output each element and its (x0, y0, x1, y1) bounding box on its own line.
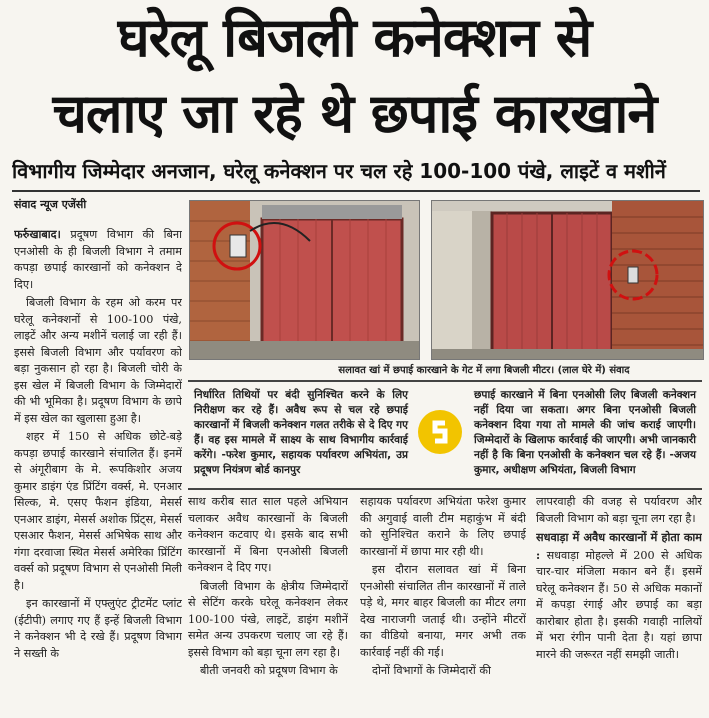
paragraph: बिजली विभाग के रहम ओ करम पर घरेलू कनेक्शनों से 100-100 पंखे, लाइटें और अन्य मशीनें चलाई जा रही हैं। इससे बिजली विभाग और पर्यावरण को बड़ा नुकसान हो रहा है। बिजली चोरी के इस खेल में बिजली विभाग के जिम्मेदारों की भी भूमिका है। प्रदूषण विभाग के छापे में इस खेल का खुलासा हुआ है। (14, 296, 182, 425)
publication-logo-icon (418, 410, 462, 454)
dateline: फर्रुखाबाद। (14, 227, 61, 241)
article-column-4 (536, 494, 702, 716)
logo-s-icon (425, 417, 455, 447)
byline: संवाद न्यूज एजेंसी (14, 198, 87, 211)
paragraph: लापरवाही की वजह से पर्यावरण और बिजली विभाग को बड़ा चूना लग रहा है। (536, 495, 702, 525)
paragraph: बिजली विभाग के क्षेत्रीय जिम्मेदारों से सेटिंग करके घरेलू कनेक्शन लेकर 100-100 पंखे, लाइटें, डाइंग मशीनें समेत अन्य उपकरण चलाए जा रहे हैं। इससे विभाग को बड़ा चूना लग रहा है। (188, 579, 348, 659)
headline-line-1: घरेलू बिजली कनेक्शन से (117, 6, 592, 69)
article-column-2 (188, 494, 348, 716)
paragraph: साथ करीब सात साल पहले अभियान चलाकर अवैध कारखानों के बिजली कनेक्शन कटवाए थे। इसके बाद सभी कारखानों में बिना एनओसी बिजली कनेक्शन दे दिए गए। (188, 495, 348, 574)
article-column-3 (360, 494, 526, 716)
photo-factory-gate (431, 200, 704, 360)
headline-line-2: चलाए जा रहे थे छपाई कारखाने (52, 82, 657, 145)
paragraph: दोनों विभागों के जिम्मेदारों की (372, 664, 491, 677)
subheading: सधवाड़ा में अवैध कारखानों में होता काम : (536, 530, 702, 562)
divider (12, 190, 700, 192)
photo-gate-meter (189, 200, 420, 360)
quote-box (188, 380, 702, 490)
quote-pollution-officer: निर्धारित तिथियों पर बंदी सुनिश्चित करने के लिए निरीक्षण कर रहे हैं। अवैध रूप से चल रहे छपाई कारखानों में बिजली कनेक्शन गलत तरीके से दे दिए गए हैं। वह इस मामले में साक्ष्य के साथ विभागीय कार्रवाई करेंगे। -फरेश कुमार, सहायक पर्यावरण अभियंता, उप्र प्रदूषण नियंत्रण बोर्ड कानपुर (194, 389, 408, 476)
paragraph: प्रदूषण विभाग की बिना एनओसी के ही बिजली विभाग ने तमाम कपड़ा छपाई कारखानों को कनेक्शन दे दिए। (14, 228, 182, 291)
paragraph: इन कारखानों में एफ्लुएंट ट्रीटमेंट प्लांट (ईटीपी) लगाए गए हैं इन्हें बिजली विभाग ने कनेक्शन भी दे रखे हैं। प्रदूषण विभाग ने सख्ती के (14, 597, 182, 660)
paragraph: शहर में 150 से अधिक छोटे-बड़े कपड़ा छपाई कारखाने संचालित हैं। इनमें से अंगूरीबाग के मे. रूपकिशोर अजय कुमार डाइंग एंड प्रिंटिंग वर्क्स, मे. एनआर सिल्क, मे. एसए फैशन इंडिया, मेसर्स एनआर डाइंग, मेसर्स अशोक प्रिंट्स, मेसर्स एसआर फैशन, मेसर्स अभिषेक साथ और गंगा दरवाजा स्थित मेसर्स अमेरिका प्रिंटिंग वर्क्स को प्रदूषण विभाग से एनओसी मिली है। (14, 430, 182, 592)
paragraph: सधवाड़ा मोहल्ले में 200 से अधिक चार-चार मंजिला मकान बने हैं। इसमें घरेलू कनेक्शन हैं। 50 से अधिक मकानों में कपड़ा रंगाई और छपाई का बड़ा कारोबार होता है। इसकी गवाही नालियों में भरा रंगीन पानी देता है। यहां छापा मारने की जरूरत नहीं समझी जाती। (536, 548, 702, 661)
paragraph: बीती जनवरी को प्रदूषण विभाग के (200, 664, 338, 677)
subheadline: विभागीय जिम्मेदार अनजान, घरेलू कनेक्शन पर चल रहे 100-100 पंखे, लाइटें व मशीनें (12, 159, 666, 183)
paragraph: इस दौरान सलावत खां में बिना एनओसी संचालित तीन कारखानों में ताले पड़े थे, मगर बाहर बिजली का मीटर लगा देख नाराजगी जताई थी। उन्होंने मीटरों का वीडियो बनाया, मगर अभी तक कार्रवाई नहीं की गई। (360, 563, 526, 659)
photo-caption: सलावत खां में छपाई कारखाने के गेट में लगा बिजली मीटर। (लाल घेरे में) संवाद (338, 365, 630, 376)
article-column-1 (14, 226, 182, 716)
quote-electricity-officer: छपाई कारखाने में बिना एनओसी लिए बिजली कनेक्शन नहीं दिया जा सकता। अगर बिना एनओसी बिजली कनेक्शन दिया गया तो मामले की जांच कराई जाएगी। जिम्मेदारों के खिलाफ कार्रवाई की जाएगी। अभी जानकारी नहीं है कि बिना एनओसी के कनेक्शन चल रहे हैं। -अजय कुमार, अधीक्षण अभियंता, बिजली विभाग (474, 389, 696, 476)
paragraph: सहायक पर्यावरण अभियंता फरेश कुमार की अगुवाई वाली टीम महाकुंभ में बंदी को सुनिश्चित कराने के लिए छपाई कारखानों में छापा मार रही थी। (360, 495, 526, 558)
photo-factory-gate-image (432, 201, 703, 359)
photo-gate-meter-image (190, 201, 419, 359)
